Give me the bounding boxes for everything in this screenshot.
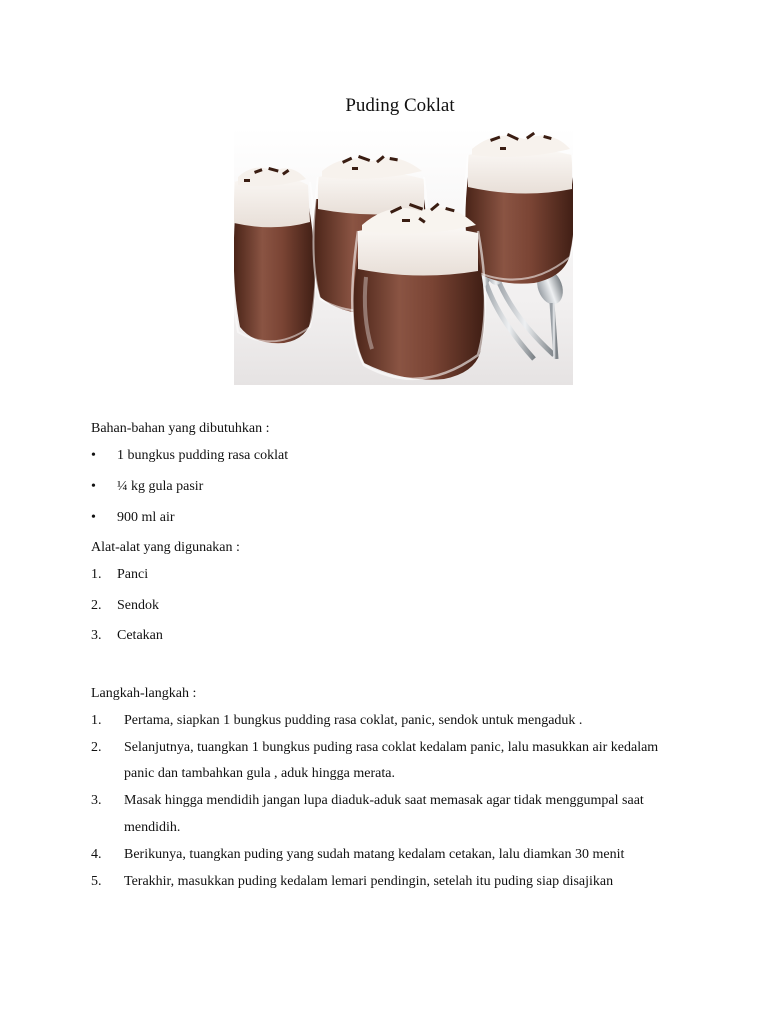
tool-text: Cetakan bbox=[117, 628, 163, 643]
page-title: Puding Coklat bbox=[345, 95, 455, 116]
bullet-icon: • bbox=[91, 510, 96, 525]
list-number: 1. bbox=[91, 567, 102, 582]
step-text: Terakhir, masukkan puding kedalam lemari pendingin, setelah itu puding siap disajikan bbox=[124, 874, 614, 889]
step-text-continued: panic dan tambahkan gula , aduk hingga merata. bbox=[124, 766, 395, 781]
pudding-photo bbox=[234, 127, 573, 385]
jar-left bbox=[234, 167, 316, 343]
steps-heading: Langkah-langkah : bbox=[91, 686, 197, 701]
ingredient-text: 900 ml air bbox=[117, 510, 175, 525]
jar-back-right bbox=[464, 132, 573, 284]
ingredients-heading: Bahan-bahan yang dibutuhkan : bbox=[91, 421, 270, 436]
tools-heading: Alat-alat yang digunakan : bbox=[91, 540, 240, 555]
list-number: 3. bbox=[91, 793, 102, 808]
list-number: 5. bbox=[91, 874, 102, 889]
bullet-icon: • bbox=[91, 448, 96, 463]
list-number: 1. bbox=[91, 713, 102, 728]
tool-text: Panci bbox=[117, 567, 149, 582]
ingredient-text: ¼ kg gula pasir bbox=[117, 479, 204, 494]
step-text: Berikunya, tuangkan puding yang sudah matang kedalam cetakan, lalu diamkan 30 menit bbox=[124, 847, 625, 862]
step-text-continued: mendidih. bbox=[124, 820, 181, 835]
tool-text: Sendok bbox=[117, 598, 159, 613]
pudding-illustration bbox=[234, 127, 573, 385]
list-number: 2. bbox=[91, 598, 102, 613]
list-number: 4. bbox=[91, 847, 102, 862]
step-text: Masak hingga mendidih jangan lupa diaduk-aduk saat memasak agar tidak menggumpal saat bbox=[124, 793, 644, 808]
step-text: Pertama, siapkan 1 bungkus pudding rasa coklat, panic, sendok untuk mengaduk . bbox=[124, 713, 583, 728]
step-text: Selanjutnya, tuangkan 1 bungkus puding rasa coklat kedalam panic, lalu masukkan air kedalam bbox=[124, 740, 659, 755]
list-number: 3. bbox=[91, 628, 102, 643]
ingredient-text: 1 bungkus pudding rasa coklat bbox=[117, 448, 289, 463]
list-number: 2. bbox=[91, 740, 102, 755]
bullet-icon: • bbox=[91, 479, 96, 494]
